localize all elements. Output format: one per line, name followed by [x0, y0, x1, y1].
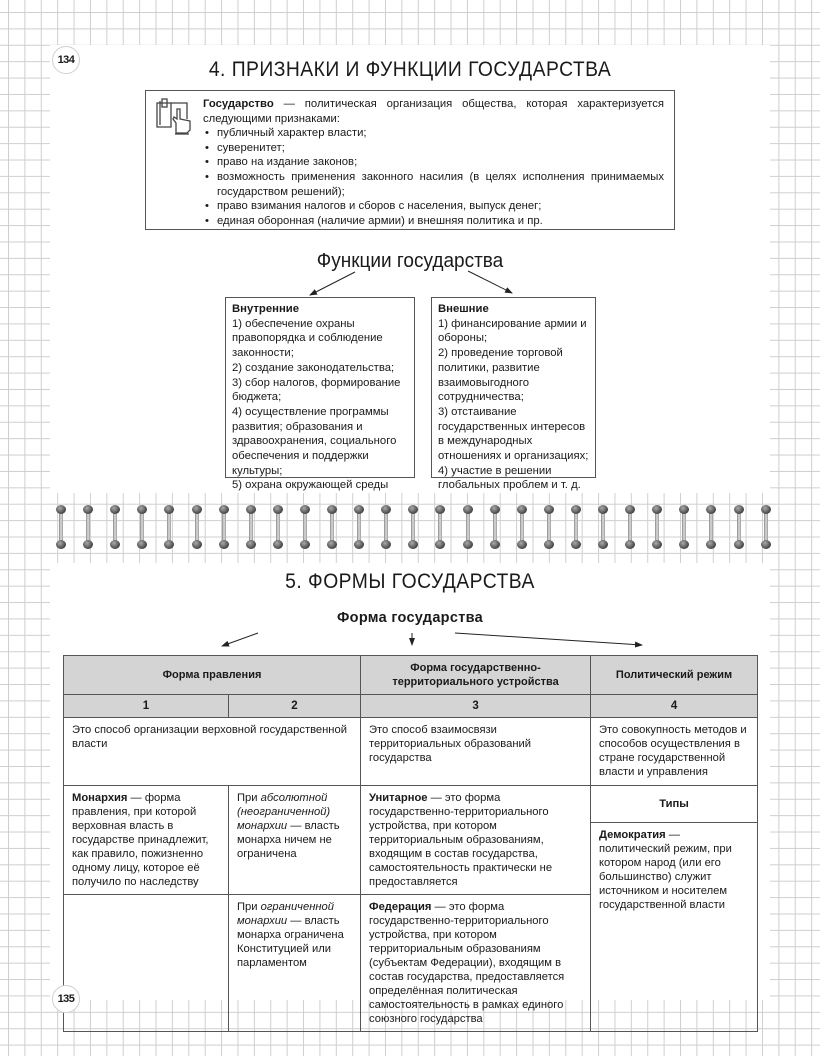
spiral-ring-icon	[327, 505, 337, 549]
spiral-ring-icon	[490, 505, 500, 549]
col-number: 4	[591, 695, 758, 718]
list-item: 2) создание законодательства;	[232, 361, 395, 374]
spiral-ring-icon	[273, 505, 283, 549]
spiral-ring-icon	[408, 505, 418, 549]
types-label: Типы	[591, 786, 758, 823]
table-row	[64, 718, 758, 786]
attributes-list	[203, 126, 664, 228]
external-header: Внешние	[438, 303, 489, 315]
page-number-134: 134	[52, 46, 80, 74]
list-item: • право взимания налогов и сборов с населения, выпуск денег;	[203, 199, 664, 214]
definition-text: Государство — политическая организация общества, которая характеризуется следующими признаками: • публичный характер власти; • суверенитет; • право на издание законов; • возможность применения законного насилия (в целях исполнения принимаемых государством решений); • право взимания налогов и сборов с населения, выпуск денег; • единая оборонная (наличие армии) и внешняя политика и пр.	[203, 97, 664, 228]
absolute-monarchy-cell: При абсолютной (неограниченной) монархии — власть монарха ничем не ограничена	[229, 786, 361, 895]
section-title-5: 5. ФОРМЫ ГОСУДАРСТВА	[285, 570, 535, 593]
spiral-ring-icon	[706, 505, 716, 549]
spiral-binding	[50, 493, 780, 563]
spiral-ring-icon	[679, 505, 689, 549]
spiral-ring-icon	[246, 505, 256, 549]
list-item: • суверенитет;	[203, 141, 664, 156]
list-item: 1) финансирование армии и обороны;	[438, 317, 587, 345]
spiral-ring-icon	[517, 505, 527, 549]
spiral-ring-icon	[435, 505, 445, 549]
list-item: • единая оборонная (наличие армии) и внешняя политика и пр.	[203, 214, 664, 229]
col-number: 1	[64, 695, 229, 718]
monarchy-cell: Монархия — форма правления, при которой верховная власть в государстве принадлежит, как правило, пожизненно одному лицу, которое её получило по наследству	[64, 786, 229, 895]
table-number-row	[64, 695, 758, 718]
list-item: • возможность применения законного насилия (в целях исполнения принимаемых государством решений);	[203, 170, 664, 199]
spiral-ring-icon	[381, 505, 391, 549]
spiral-ring-icon	[761, 505, 771, 549]
list-item: 4) осуществление программы развития; образования и здравоохранения, социального обеспечения и поддержки культуры;	[232, 405, 397, 477]
header-regime: Политический режим	[591, 656, 758, 695]
table-header-row	[64, 656, 758, 695]
list-item: 5) охрана окружающей среды	[232, 479, 389, 492]
empty-cell	[64, 895, 229, 1032]
forms-table	[63, 655, 758, 1032]
list-item: 3) сбор налогов, формирование бюджета;	[232, 376, 401, 404]
spiral-ring-icon	[56, 505, 66, 549]
spiral-ring-icon	[137, 505, 147, 549]
spiral-ring-icon	[625, 505, 635, 549]
internal-header: Внутренние	[232, 303, 299, 315]
spiral-ring-icon	[300, 505, 310, 549]
functions-title: Функции государства	[316, 250, 504, 272]
header-form-of-government: Форма правления	[64, 656, 361, 695]
table-row	[64, 786, 758, 823]
federation-cell: Федерация — это форма государственно-территориального устройства, при котором территориальным образованиям (субъектам Федерации), входящим в состав государства, предоставляется определённая политическая самостоятельность в рамках единого союзного государства	[361, 895, 591, 1032]
list-item: 4) участие в решении глобальных проблем и т. д.	[438, 464, 581, 492]
list-item: 2) проведение торговой политики, развитие взаимовыгодного сотрудничества;	[438, 347, 563, 404]
header-territorial: Форма государственно-территориального устройства	[361, 656, 591, 695]
col-number: 3	[361, 695, 591, 718]
diagram-title: Форма государства	[337, 610, 483, 626]
spiral-ring-icon	[734, 505, 744, 549]
spiral-ring-icon	[110, 505, 120, 549]
section-title-4: 4. ПРИЗНАКИ И ФУНКЦИИ ГОСУДАРСТВА	[208, 58, 612, 81]
list-item: • публичный характер власти;	[203, 126, 664, 141]
def-territorial: Это способ взаимосвязи территориальных образований государства	[361, 718, 591, 786]
limited-monarchy-cell: При ограниченной монархии — власть монарха ограничена Конституцией или парламентом	[229, 895, 361, 1032]
page-number-135: 135	[52, 985, 80, 1013]
def-regime: Это совокупность методов и способов осуществления в стране государственной власти и управления	[591, 718, 758, 786]
list-item: 1) обеспечение охраны правопорядка и соблюдение законности;	[232, 317, 383, 360]
spiral-ring-icon	[571, 505, 581, 549]
internal-functions-box	[225, 297, 415, 492]
col-number: 2	[229, 695, 361, 718]
spiral-ring-icon	[463, 505, 473, 549]
list-item: • право на издание законов;	[203, 155, 664, 170]
list-item: 3) отстаивание государственных интересов в международных отношениях и организациях;	[438, 405, 589, 463]
spiral-ring-icon	[219, 505, 229, 549]
def-form-of-government: Это способ организации верховной государственной власти	[64, 718, 361, 786]
spiral-ring-icon	[598, 505, 608, 549]
book-hand-icon	[154, 97, 194, 135]
spiral-ring-icon	[83, 505, 93, 549]
spiral-ring-icon	[164, 505, 174, 549]
definition-box	[145, 90, 675, 230]
external-functions-box	[431, 297, 596, 492]
spiral-ring-icon	[544, 505, 554, 549]
spiral-ring-icon	[354, 505, 364, 549]
spiral-ring-icon	[192, 505, 202, 549]
democracy-cell: Демократия — политический режим, при котором народ (или его большинство) служит источником и носителем государственной власти	[591, 823, 758, 1032]
unitary-cell: Унитарное — это форма государственно-территориального устройства, при котором территориальным образованиям, входящим в состав государства, самостоятельность практически не предоставляется	[361, 786, 591, 895]
spiral-ring-icon	[652, 505, 662, 549]
definition-term: Государство	[203, 98, 274, 110]
